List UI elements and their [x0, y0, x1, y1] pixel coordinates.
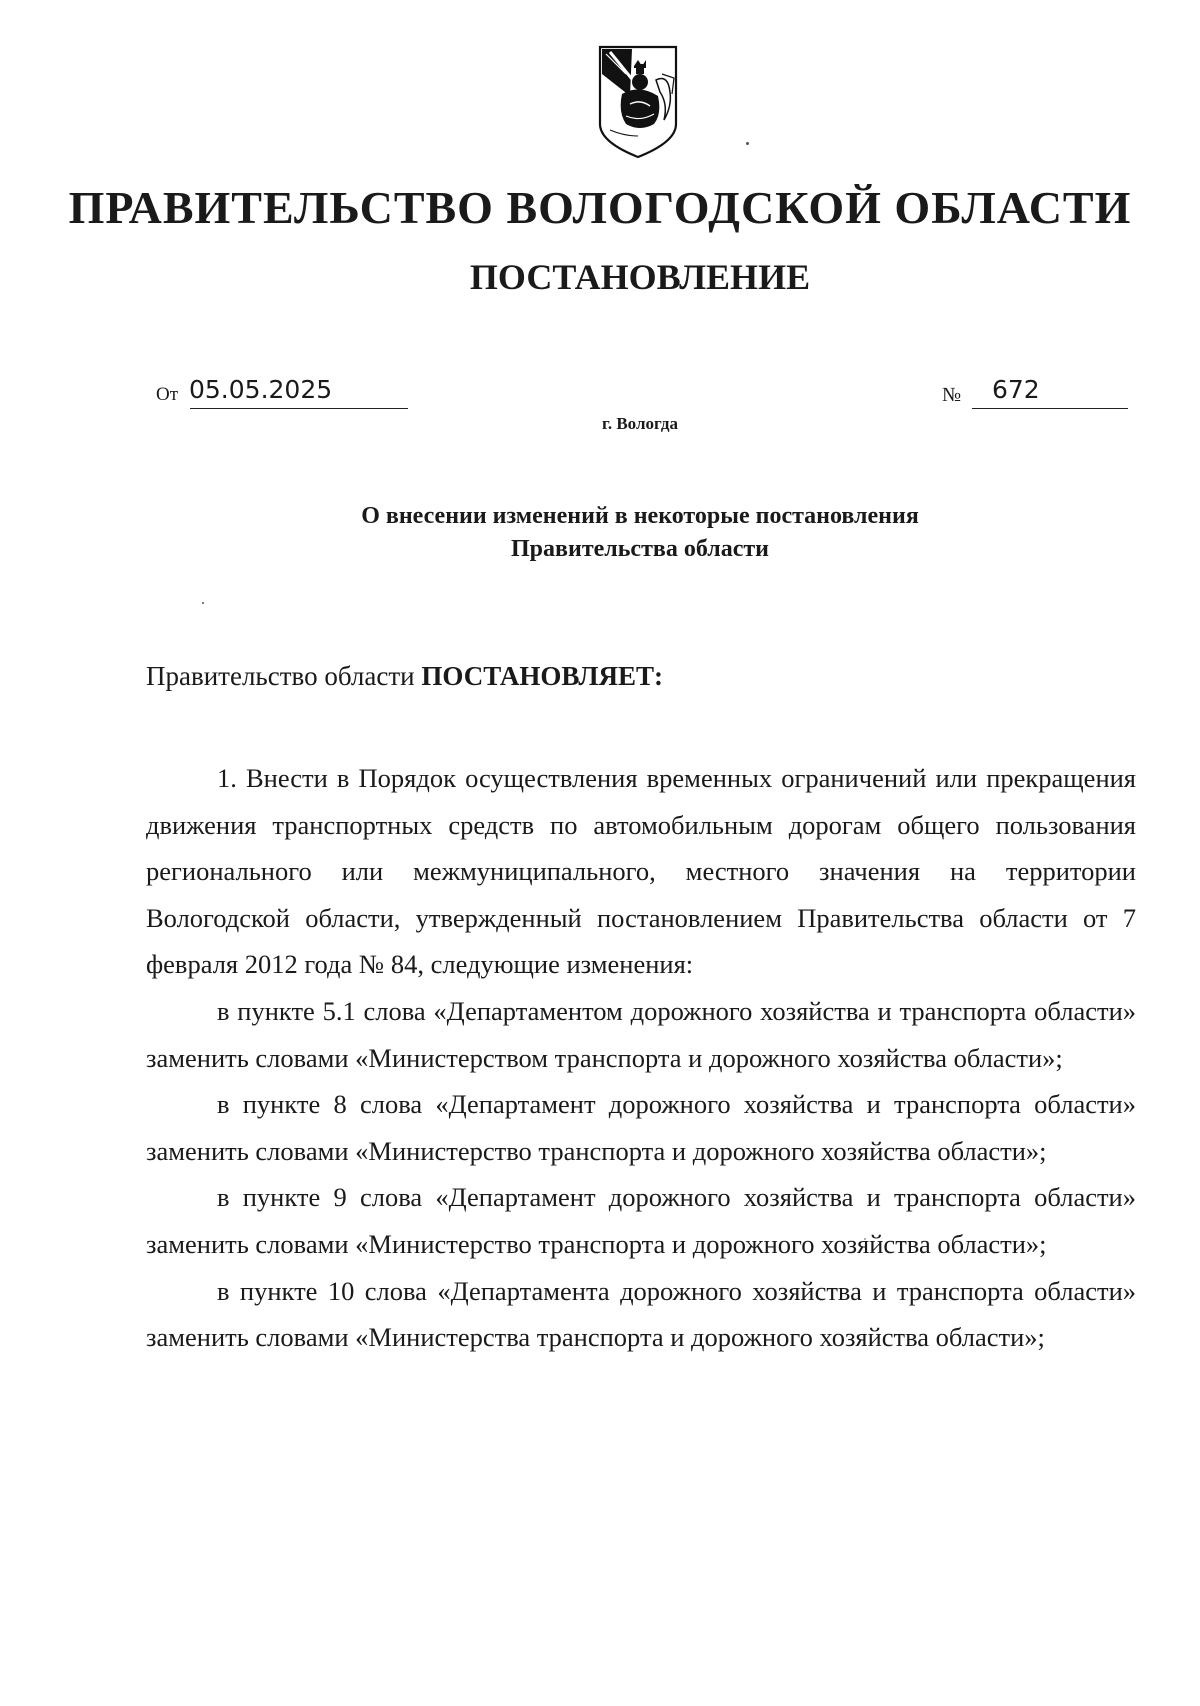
document-body: [146, 755, 1136, 1361]
subject-line-1: О внесении изменений в некоторые постановления: [361, 503, 919, 529]
document-subject: [200, 500, 1080, 566]
date-prefix: От: [156, 384, 179, 405]
scan-speck: [202, 602, 204, 604]
date-underline: [190, 408, 408, 409]
number-underline: [972, 408, 1128, 409]
number-field: [942, 375, 1040, 410]
date-field: [156, 375, 333, 410]
government-title: ПРАВИТЕЛЬСТВО ВОЛОГОДСКОЙ ОБЛАСТИ: [68, 182, 1132, 233]
resolve-lead: Правительство области: [146, 661, 422, 691]
number-value: 672: [992, 375, 1040, 404]
date-value: 05.05.2025: [189, 375, 333, 404]
city: г. Вологда: [602, 414, 678, 433]
number-prefix: №: [942, 384, 962, 406]
paragraph-2: в пункте 5.1 слова «Департаментом дорожного хозяйства и транспорта области» заменить словами «Министерством транспорта и дорожного хозяйства области»;: [146, 995, 1136, 1073]
subject-line-2: Правительства области: [511, 536, 769, 562]
paragraph-4: в пункте 9 слова «Департамент дорожного хозяйства и транспорта области» заменить словами «Министерство транспорта и дорожного хозяйства области»;: [146, 1182, 1136, 1259]
paragraph-3: в пункте 8 слова «Департамент дорожного хозяйства и транспорта области» заменить словами «Министерство транспорта и дорожного хозяйства области»;: [146, 1089, 1136, 1166]
scan-speck: [746, 142, 749, 145]
paragraph-5: в пункте 10 слова «Департамента дорожного хозяйства и транспорта области» заменить словами «Министерства транспорта и дорожного хозяйства области»;: [146, 1275, 1136, 1353]
paragraph-1: 1. Внести в Порядок осуществления временных ограничений или прекращения движения транспортных средств по автомобильным дорогам общего пользования регионального или межмуниципального, местного значения на территории Вологодской области, утвержденный постановлением Правительства области от 7 февраля 2012 года № 84, следующие изменения:: [146, 763, 1136, 980]
coat-of-arms-icon: [596, 44, 680, 160]
resolve-keyword: ПОСТАНОВЛЯЕТ:: [421, 661, 663, 691]
document-type: ПОСТАНОВЛЕНИЕ: [469, 257, 811, 297]
resolve-clause: [146, 658, 663, 694]
